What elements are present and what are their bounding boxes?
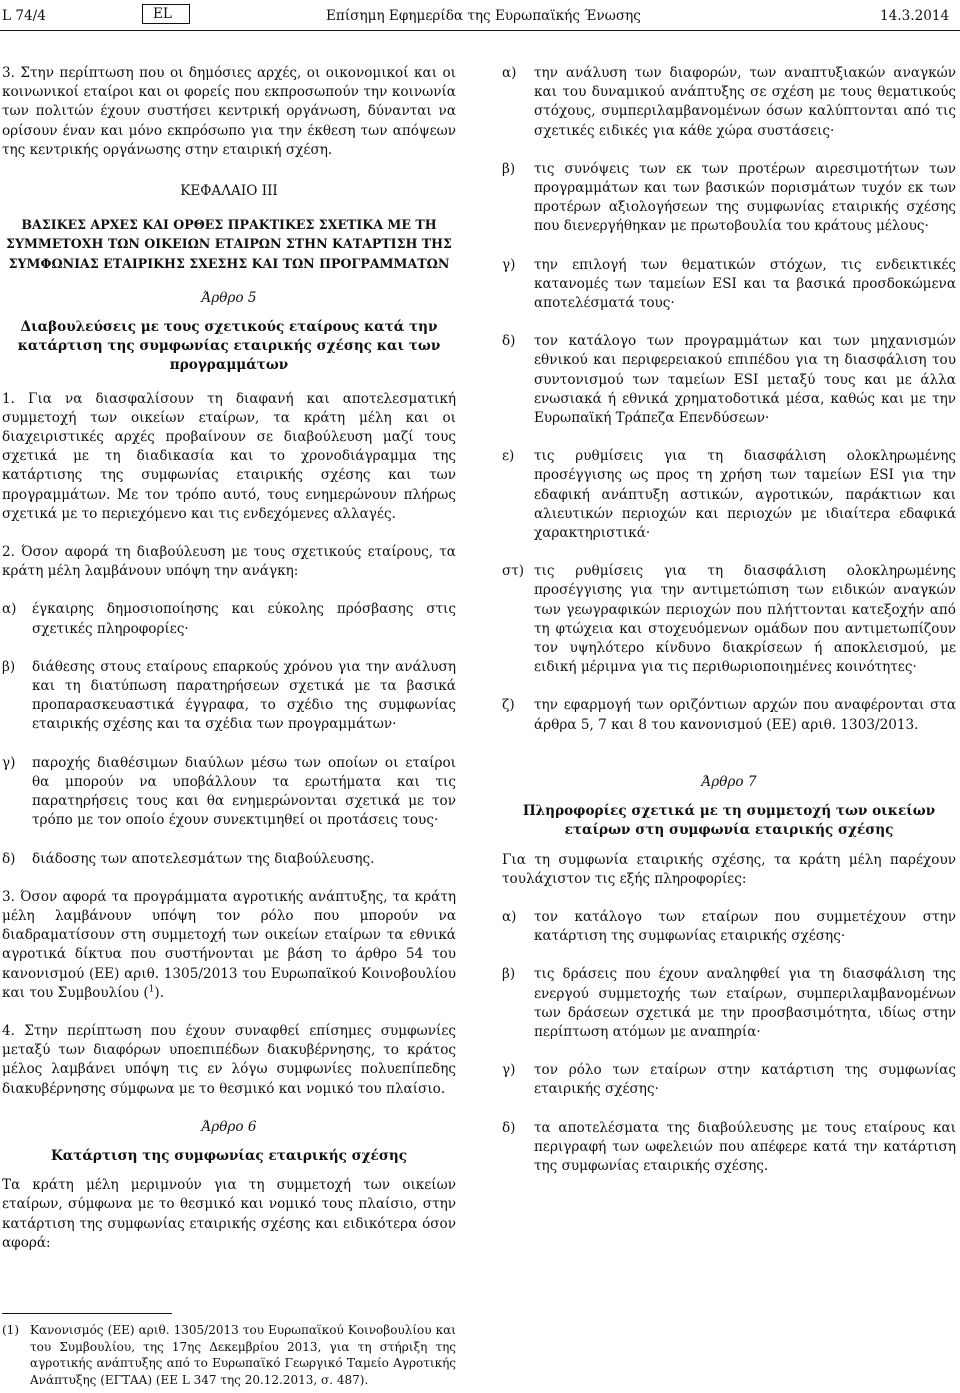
- list-item-label: β): [502, 966, 516, 983]
- chapter-title: ΒΑΣΙΚΕΣ ΑΡΧΕΣ ΚΑΙ ΟΡΘΕΣ ΠΡΑΚΤΙΚΕΣ ΣΧΕΤΙΚΑ ΜΕ ΤΗ ΣΥΜΜΕΤΟΧΗ ΤΩΝ ΟΙΚΕΙΩΝ ΕΤΑΙΡΩΝ ΣΤΗΝ ΚΑΤΑΡΤΙΣΗ ΤΗΣ ΣΥΜΦΩΝΙΑΣ ΕΤΑΙΡΙΚΗΣ ΣΧΕΣΗΣ ΚΑΙ ΤΩΝ ΠΡΟΓΡΑΜΜΑΤΩΝ: [6, 217, 452, 271]
- footnote: [2, 1322, 456, 1388]
- article-6-intro: Τα κράτη μέλη μεριμνούν για τη συμμετοχή των οικείων εταίρων, σύμφωνα με το θεσμικό και νομικό τους πλαίσιο, στην κατάρτιση της συμφωνίας εταιρικής σχέσης και ειδικότερα όσον αφορά:: [2, 1177, 456, 1251]
- language-tag: EL: [142, 4, 190, 24]
- left-column: [2, 64, 456, 1253]
- list-item: [2, 754, 456, 831]
- article-7-intro: Για τη συμφωνία εταιρικής σχέσης, τα κράτη μέλη παρέχουν τουλάχιστον τις εξής πληροφορίες:: [502, 851, 956, 887]
- list-item-label: δ): [502, 1119, 516, 1136]
- list-item-label: γ): [2, 754, 16, 771]
- list-item-label: δ): [2, 850, 16, 867]
- list-item-text: έγκαιρης δημοσιοποίησης και εύκολης πρόσβασης στις σχετικές πληροφορίες·: [32, 601, 456, 637]
- list-item-label: ζ): [502, 697, 515, 714]
- list-item-text: τις ρυθμίσεις για τη διασφάλιση ολοκληρωμένης προσέγγισης για την αντιμετώπιση των ειδικών αναγκών των γεωγραφικών περιοχών που πλήττονται κατεξοχήν από τη φτώχεια και στοχευόμενων ομάδων που αντιμετωπίζουν τον υψηλότερο κίνδυνο διακρίσεων ή αποκλεισμού, με ειδική μέριμνα για τις περιθωριοποιημένες κοινότητες·: [534, 563, 956, 676]
- chapter-number: ΚΕΦΑΛΑΙΟ III: [180, 183, 278, 200]
- list-item: [2, 850, 456, 869]
- article-5-paragraph-4: 4. Στην περίπτωση που έχουν συναφθεί επίσημες συμφωνίες μεταξύ των διαφόρων υποεπιπέδων διακυβέρνησης, το κράτος μέλος λαμβάνει υπόψη τις εν λόγω συμφωνίες πολυεπίπεδης διακυβέρνησης σύμφωνα με το θεσμικό και νομικό του πλαίσιο.: [2, 1022, 456, 1097]
- page-reference: L 74/4: [2, 8, 46, 24]
- list-item: [502, 696, 956, 734]
- article-5-number: Άρθρο 5: [201, 289, 257, 306]
- list-item-label: α): [502, 65, 517, 81]
- list-item-text: παροχής διαθέσιμων διαύλων μέσω των οποίων οι εταίροι θα μπορούν να υποβάλλουν τα ερωτήματα και τις παρατηρήσεις τους και θα ενημερώνονται σχετικά με τον τρόπο με τον οποίο έχουν συνεκτιμηθεί οι προτάσεις τους·: [32, 754, 456, 829]
- article-5-paragraph-3: 3. Όσον αφορά τα προγράμματα αγροτικής ανάπτυξης, τα κράτη μέλη λαμβάνουν υπόψη τον ρόλο που μπορούν να διαδραματίσουν στη συμμετοχή των οικείων εταίρων τα εθνικά αγροτικά δίκτυα που συστήνονται με βάση το άρθρο 54 του κανονισμού (ΕΕ) αριθ. 1305/2013 του Ευρωπαϊκού Κοινοβουλίου και του Συμβουλίου ($^1$).: [2, 888, 456, 1001]
- footnote-text: Κανονισμός (ΕΕ) αριθ. 1305/2013 του Ευρωπαϊκού Κοινοβουλίου και του Συμβουλίου, της 17ης Δεκεμβρίου 2013, για τη στήριξη της αγροτικής ανάπτυξης από το Ευρωπαϊκό Γεωργικό Ταμείο Αγροτικής Ανάπτυξης (ΕΓΤΑΑ) (ΕΕ L 347 της 20.12.2013, σ. 487).: [30, 1323, 456, 1387]
- list-item-text: την ανάλυση των διαφορών, των αναπτυξιακών αναγκών και του δυναμικού ανάπτυξης σε σχέση με τους θεματικούς στόχους, συμπεριλαμβανομένων όσων καλύπτονται από τις σχετικές ειδικές για κάθε χώρα συστάσεις·: [534, 65, 956, 139]
- list-item-label: α): [502, 908, 517, 925]
- list-item-text: διάθεσης στους εταίρους επαρκούς χρόνου για την ανάλυση και τη διατύπωση παρατηρήσεων σχετικά με τα βασικά προπαρασκευαστικά έγγραφα, το σχέδιο της συμφωνίας εταιρικής σχέσης και τα σχέδια των προγραμμάτων·: [32, 658, 456, 733]
- article-7-number: Άρθρο 7: [701, 773, 757, 790]
- list-item: [502, 908, 956, 946]
- article-7-title: Πληροφορίες σχετικά με τη συμμετοχή των οικείων εταίρων στη συμφωνία εταιρικής σχέσης: [522, 803, 936, 839]
- list-item-label: γ): [502, 256, 516, 273]
- list-item-label: β): [502, 160, 516, 177]
- list-item: [2, 658, 456, 735]
- list-item-text: τις συνόψεις των εκ των προτέρων αιρεσιμοτήτων των προγραμμάτων και των βασικών πορισμάτων τυχόν εκ των προτέρων αξιολογήσεων της συμφωνίας εταιρικής σχέσης που διενεργήθηκαν με πρωτοβουλία του κράτους μέλους·: [534, 160, 956, 235]
- list-item-label: β): [2, 658, 16, 675]
- list-item: [502, 562, 956, 677]
- footnote-reference: 1: [148, 984, 155, 995]
- article-5-title: Διαβουλεύσεις με τους σχετικούς εταίρους κατά την κατάρτιση της συμφωνίας εταιρικής σχέσης και των προγραμμάτων: [17, 319, 441, 374]
- list-item: [502, 256, 956, 314]
- list-item: [502, 447, 956, 543]
- list-item-label: δ): [502, 333, 516, 350]
- paragraph-3-intro: 3. Στην περίπτωση που οι δημόσιες αρχές, οι οικονομικοί και οι κοινωνικοί εταίροι και οι φορείς που εκπροσωπούν την κοινωνία των πολιτών έχουν συστήσει κεντρική οργάνωση, δύνανται να ορίσουν έναν και μόνο εκπρόσωπο για την έκθεση των απόψεων της κεντρικής οργάνωσης στην εταιρική σχέση.: [2, 65, 456, 158]
- list-item-label: στ): [502, 563, 525, 580]
- list-item-text: διάδοσης των αποτελεσμάτων της διαβούλευσης.: [32, 850, 375, 867]
- article-6-number: Άρθρο 6: [201, 1118, 257, 1135]
- list-item-text: την εφαρμογή των οριζόντιων αρχών που αναφέρονται στα άρθρα 5, 7 και 8 του κανονισμού (ΕΕ) αριθ. 1303/2013.: [534, 697, 956, 733]
- list-item-text: την επιλογή των θεματικών στόχων, τις ενδεικτικές κατανομές των ταμείων ESI και τα βασικά προσδοκώμενα αποτελέσματά τους·: [534, 256, 956, 312]
- publication-date: 14.3.2014: [880, 8, 950, 24]
- journal-title: Επίσημη Εφημερίδα της Ευρωπαϊκής Ένωσης: [326, 8, 641, 24]
- list-item: [502, 64, 956, 141]
- article-5-paragraph-1: 1. Για να διασφαλίσουν τη διαφανή και αποτελεσματική συμμετοχή των οικείων εταίρων, τα κράτη μέλη και οι διαχειριστικές αρχές προβαίνουν σε διαβούλευση μαζί τους σχετικά με τη διαδικασία και το χρονοδιάγραμμα της κατάρτισης της συμφωνίας εταιρικής σχέσης και των προγραμμάτων. Με τον τρόπο αυτό, τους ενημερώνουν πλήρως σχετικά με το περιεχόμενο και τις ενδεχόμενες αλλαγές.: [2, 390, 456, 522]
- list-item: [502, 965, 956, 1042]
- article-6-title: Κατάρτιση της συμφωνίας εταιρικής σχέσης: [50, 1147, 407, 1164]
- page-header: [0, 4, 960, 28]
- list-item-text: τις δράσεις που έχουν αναληφθεί για τη διασφάλιση της ενεργού συμμετοχής των εταίρων, συμπεριλαμβανομένων των δράσεων σχετικά με την προσβασιμότητα, ιδίως στην περίπτωση ατόμων με αναπηρία·: [534, 966, 956, 1040]
- footnote-label: (1): [2, 1323, 19, 1337]
- list-item: [502, 332, 956, 428]
- list-item-label: γ): [502, 1062, 516, 1079]
- list-item-label: ε): [502, 448, 515, 465]
- list-item-text: τα αποτελέσματα της διαβούλευσης με τους εταίρους και περιγραφή των ωφελειών που απέφερε κατά την κατάρτιση της συμφωνίας εταιρικής σχέσης.: [534, 1119, 956, 1174]
- list-item: [502, 160, 956, 237]
- list-item-text: τον κατάλογο των προγραμμάτων και των μηχανισμών εθνικού και περιφερειακού επιπέδου για τη διασφάλιση του συντονισμού των ταμείων ESI μεταξύ τους και με άλλα ενωσιακά ή εθνικά χρηματοδοτικά μέσα, καθώς και με την Ευρωπαϊκή Τράπεζα Επενδύσεων·: [534, 333, 956, 427]
- article-5-paragraph-2: 2. Όσον αφορά τη διαβούλευση με τους σχετικούς εταίρους, τα κράτη μέλη λαμβάνουν υπόψη την ανάγκη:: [2, 544, 456, 580]
- list-item-text: τις ρυθμίσεις για τη διασφάλιση ολοκληρωμένης προσέγγισης ως προς τη χρήση των ταμείων ESI για την εδαφική ανάπτυξη αστικών, αγροτικών, παράκτιων και αλιευτικών περιοχών και περιοχών με ιδιαίτερα εδαφικά χαρακτηριστικά·: [534, 448, 956, 542]
- list-item-text: τον κατάλογο των εταίρων που συμμετέχουν στην κατάρτιση της συμφωνίας εταιρικής σχέσης·: [534, 908, 956, 945]
- list-item-text: τον ρόλο των εταίρων στην κατάρτιση της συμφωνίας εταιρικής σχέσης·: [534, 1062, 956, 1098]
- header-rule: [0, 30, 960, 31]
- list-item: [502, 1061, 956, 1099]
- footnote-rule: [2, 1313, 172, 1314]
- list-item-label: α): [2, 601, 17, 618]
- list-item: [2, 600, 456, 638]
- right-column: [502, 64, 956, 1176]
- list-item: [502, 1119, 956, 1177]
